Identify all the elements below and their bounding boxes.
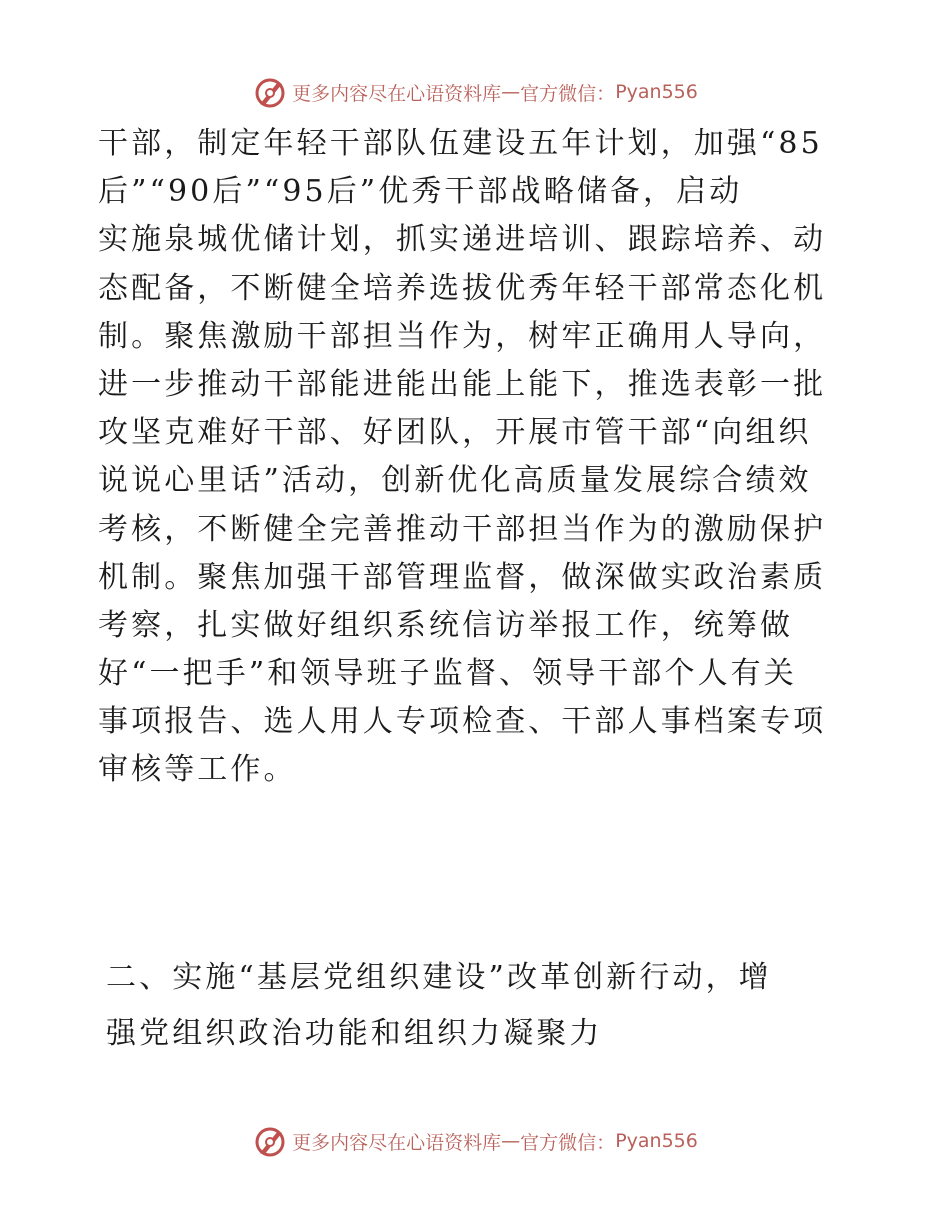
watermark-official: 官方微信： [520,1131,616,1154]
quill-logo-icon [252,74,288,110]
watermark-text: 更多内容尽在心语资料库 [292,82,502,105]
watermark-wechat-id: Pyan556 [615,81,698,103]
body-line: 制。聚焦激励干部担当作为，树牢正确用人导向， [98,318,827,354]
section-heading [106,950,866,1062]
body-line: 考察，扎实做好组织系统信访举报工作，统筹做 [98,607,794,643]
body-line: 实施泉城优储计划，抓实递进培训、跟踪培养、动 [98,222,827,258]
body-line: 后”“90后”“95后”优秀干部战略储备，启动 [98,174,743,210]
body-line: 好“一把手”和领导班子监督、领导干部个人有关 [98,656,797,692]
body-line: 考核，不断健全完善推动干部担当作为的激励保护 [98,511,827,547]
body-line: 机制。聚焦加强干部管理监督，做深做实政治素质 [98,559,827,595]
watermark-dash: — [501,81,521,103]
body-line: 进一步推动干部能进能出能上能下，推选表彰一批 [98,366,827,402]
watermark-banner-bottom [0,1121,950,1161]
body-line: 攻坚克难好干部、好团队，开展市管干部“向组织 [98,415,812,451]
heading-line: 强党组织政治功能和组织力凝聚力 [106,1016,603,1051]
body-line: 态配备，不断健全培养选拔优秀年轻干部常态化机 [98,270,827,306]
watermark-text: 更多内容尽在心语资料库 [292,1131,502,1154]
watermark-banner-top [0,72,950,112]
body-line: 事项报告、选人用人专项检查、干部人事档案专项 [98,704,827,740]
body-line: 干部，制定年轻干部队伍建设五年计划，加强“85 [98,126,823,161]
quill-logo-icon [252,1123,288,1159]
body-line: 说说心里话”活动，创新优化高质量发展综合绩效 [98,463,812,499]
heading-line: 二、实施“基层党组织建设”改革创新行动，增 [106,960,772,995]
watermark-dash: — [501,1130,521,1152]
watermark-official: 官方微信： [520,82,616,105]
watermark-wechat-id: Pyan556 [615,1130,698,1152]
body-paragraph [98,120,850,795]
body-line: 审核等工作。 [98,752,297,788]
